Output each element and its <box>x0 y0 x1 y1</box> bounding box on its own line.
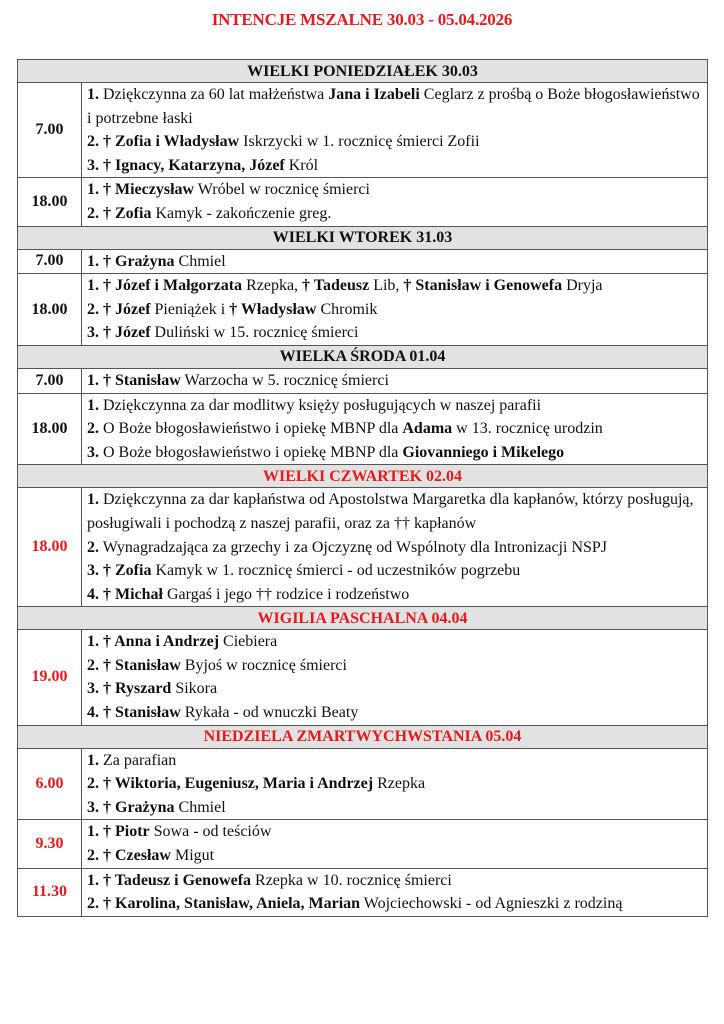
intention-item <box>87 369 701 393</box>
intention-item <box>87 749 701 773</box>
intention-bold-text: Czesław <box>115 847 171 865</box>
schedule-body <box>18 60 708 917</box>
intention-text: O Boże błogosławieństwo i opiekę MBNP dla <box>99 443 403 461</box>
mass-row <box>18 249 708 274</box>
intention-text: Kamyk - zakończenie greg. <box>151 204 332 222</box>
mass-time: 7.00 <box>18 368 82 393</box>
mass-intentions <box>82 820 708 868</box>
day-header: WIELKI PONIEDZIAŁEK 30.03 <box>18 60 708 83</box>
intention-text: Król <box>284 156 319 174</box>
intention-item <box>87 154 701 178</box>
mass-intentions-table <box>17 59 708 917</box>
intention-bold-text: 2. † <box>87 656 115 674</box>
intention-bold-text: Wiktoria, Eugeniusz, Maria i Andrzej <box>114 775 374 793</box>
intention-bold-text: 4. † <box>87 704 115 722</box>
intention-text: Chromik <box>316 300 378 318</box>
intention-text: Dryja <box>562 277 603 295</box>
mass-intentions <box>82 274 708 346</box>
intention-text: Chmiel <box>174 798 226 816</box>
intention-item <box>87 559 701 583</box>
intention-text: Sowa - od teściów <box>149 823 272 841</box>
intention-item <box>87 488 701 535</box>
intention-bold-text: Michał <box>115 585 163 603</box>
day-header: NIEDZIELA ZMARTWYCHWSTANIA 05.04 <box>18 725 708 748</box>
intention-text: Dziękczynna za dar kapłaństwa od Apostolstwa Margaretka dla kapłanów, którzy posługują, posługiwali i pochodzą z naszej parafii, oraz za †† kapłanów <box>87 491 694 532</box>
mass-time: 18.00 <box>18 488 82 607</box>
intention-bold-text: 2. † <box>87 775 115 793</box>
intention-bold-text: 3. † <box>87 562 115 580</box>
intention-bold-text: Zofia i Władysław <box>115 133 240 151</box>
intention-item <box>87 654 701 678</box>
intention-bold-text: 1. † <box>87 871 115 889</box>
intention-item <box>87 772 701 796</box>
intention-bold-text: Józef <box>115 324 151 342</box>
intention-text: Rzepka <box>373 775 426 793</box>
intention-bold-text: Piotr <box>115 823 150 841</box>
intention-text: Wynagradzająca za grzechy i za Ojczyznę od Wspólnoty dla Intronizacji NSPJ <box>99 538 608 556</box>
mass-row <box>18 820 708 868</box>
intention-text: Dziękczynna za 60 lat małżeństwa <box>99 86 329 103</box>
intention-text: Lib, <box>369 277 404 295</box>
mass-row <box>18 393 708 465</box>
intention-bold-text: Józef i Małgorzata <box>115 277 243 295</box>
intention-item <box>87 796 701 820</box>
intention-bold-text: 1. † <box>87 277 115 295</box>
mass-intentions <box>82 249 708 274</box>
intention-text: Ciebiera <box>219 633 278 651</box>
mass-row <box>18 368 708 393</box>
mass-intentions <box>82 178 708 226</box>
intention-item <box>87 83 701 130</box>
day-header-row <box>18 607 708 630</box>
mass-time: 18.00 <box>18 274 82 346</box>
intention-bold-text: Zofia <box>115 562 152 580</box>
intention-bold-text: 3. <box>87 443 99 461</box>
intention-text: Gargaś i jego †† rodzice i rodzeństwo <box>163 585 410 603</box>
mass-intentions <box>82 868 708 916</box>
intention-bold-text: 2. <box>87 538 99 556</box>
intention-bold-text: † Władysław <box>229 300 317 318</box>
day-header-row <box>18 345 708 368</box>
intention-item <box>87 202 701 226</box>
intention-text: Kamyk w 1. rocznicę śmierci - od uczestników pogrzebu <box>151 562 521 580</box>
intention-bold-text: 1. <box>87 396 99 414</box>
intention-bold-text: Mieczysław <box>115 181 195 199</box>
intention-text: Wróbel w rocznicę śmierci <box>194 181 370 199</box>
mass-row <box>18 748 708 820</box>
intention-bold-text: 1. † <box>87 371 115 389</box>
intention-item <box>87 869 701 893</box>
intention-bold-text: 3. † <box>87 680 115 698</box>
intention-item <box>87 321 701 345</box>
intention-item <box>87 677 701 701</box>
intention-bold-text: Anna i Andrzej <box>114 633 220 651</box>
day-header: WIELKA ŚRODA 01.04 <box>18 345 708 368</box>
intention-bold-text: 4. † <box>87 585 115 603</box>
page-title: INTENCJE MSZALNE 30.03 - 05.04.2026 <box>211 10 513 29</box>
intention-bold-text: 1. † <box>87 823 115 841</box>
intention-bold-text: † Tadeusz <box>302 277 370 295</box>
intention-item <box>87 844 701 868</box>
intention-bold-text: 2. † <box>87 133 115 151</box>
intention-item <box>87 892 701 916</box>
mass-time: 18.00 <box>18 178 82 226</box>
mass-row <box>18 488 708 607</box>
mass-intentions <box>82 630 708 725</box>
mass-time: 11.30 <box>18 868 82 916</box>
intention-bold-text: † Stanisław i Genowefa <box>403 277 563 295</box>
intention-bold-text: Józef <box>115 300 151 318</box>
mass-row <box>18 178 708 226</box>
intention-bold-text: 1. † <box>87 633 115 651</box>
mass-time: 9.30 <box>18 820 82 868</box>
intention-item <box>87 178 701 202</box>
intention-bold-text: Karolina, Stanisław, Aniela, Marian <box>115 895 361 913</box>
mass-time: 7.00 <box>18 249 82 274</box>
intention-bold-text: Ignacy, Katarzyna, Józef <box>115 156 285 174</box>
mass-time: 18.00 <box>18 393 82 465</box>
day-header: WIELKI WTOREK 31.03 <box>18 226 708 249</box>
intention-item <box>87 130 701 154</box>
mass-intentions <box>82 748 708 820</box>
intention-text: Warzocha w 5. rocznicę śmierci <box>180 371 389 389</box>
mass-intentions <box>82 393 708 465</box>
intention-text: Byjoś w rocznicę śmierci <box>180 656 347 674</box>
mass-intentions <box>82 83 708 178</box>
intention-item <box>87 820 701 844</box>
day-header-row <box>18 465 708 488</box>
intention-bold-text: 2. † <box>87 204 115 222</box>
mass-time: 7.00 <box>18 83 82 178</box>
day-header-row <box>18 60 708 83</box>
intention-bold-text: Jana i Izabeli <box>328 86 420 103</box>
intention-bold-text: 2. † <box>87 895 115 913</box>
intention-bold-text: 1. <box>87 491 99 509</box>
intention-bold-text: Grażyna <box>115 252 175 270</box>
intention-bold-text: Zofia <box>115 204 152 222</box>
day-header-row <box>18 725 708 748</box>
intention-text: Chmiel <box>174 252 226 270</box>
intention-item <box>87 583 701 607</box>
intention-item <box>87 394 701 418</box>
intention-text: Rykała - od wnuczki Beaty <box>180 704 359 722</box>
intention-bold-text: 3. † <box>87 324 115 342</box>
intention-item <box>87 274 701 298</box>
intention-bold-text: Adama <box>402 420 453 438</box>
intention-bold-text: Stanisław <box>115 704 181 722</box>
intention-item <box>87 630 701 654</box>
day-header-row <box>18 226 708 249</box>
intention-text: Wojciechowski - od Agnieszki z rodziną <box>360 895 623 913</box>
intention-bold-text: 1. <box>87 86 99 103</box>
intention-text: Rzepka w 10. rocznicę śmierci <box>251 871 452 889</box>
intention-text: Ceglarz z prośbą o Boże błogosławieństwo i potrzebne łaski <box>87 86 700 127</box>
intention-text: Dziękczynna za dar modlitwy księży posługujących w naszej parafii <box>99 396 542 414</box>
mass-time: 19.00 <box>18 630 82 725</box>
intention-bold-text: 1. † <box>87 252 115 270</box>
intention-bold-text: Giovanniego i Mikelego <box>402 443 565 461</box>
intention-bold-text: 1. † <box>87 181 115 199</box>
intention-text: O Boże błogosławieństwo i opiekę MBNP dla <box>99 420 403 438</box>
intention-bold-text: Ryszard <box>115 680 172 698</box>
mass-row <box>18 83 708 178</box>
intention-item <box>87 417 701 441</box>
intention-bold-text: 2. <box>87 420 99 438</box>
intention-bold-text: 3. † <box>87 156 115 174</box>
intention-item <box>87 298 701 322</box>
intention-bold-text: 2. † <box>87 300 115 318</box>
mass-row <box>18 274 708 346</box>
day-header: WIGILIA PASCHALNA 04.04 <box>18 607 708 630</box>
intention-bold-text: 2. † <box>87 847 115 865</box>
intention-item <box>87 536 701 560</box>
mass-intentions <box>82 488 708 607</box>
intention-item <box>87 701 701 725</box>
intention-bold-text: Tadeusz i Genowefa <box>114 871 252 889</box>
intention-item <box>87 441 701 465</box>
mass-intentions <box>82 368 708 393</box>
intention-text: Pieniążek i <box>150 300 230 318</box>
day-header: WIELKI CZWARTEK 02.04 <box>18 465 708 488</box>
intention-bold-text: Stanisław <box>115 371 181 389</box>
intention-text: Za parafian <box>99 751 177 769</box>
intention-bold-text: Stanisław <box>115 656 181 674</box>
mass-row <box>18 630 708 725</box>
intention-item <box>87 250 701 274</box>
intention-bold-text: 3. † <box>87 798 115 816</box>
intention-bold-text: 1. <box>87 751 99 769</box>
intention-text: Rzepka, <box>242 277 303 295</box>
intention-text: Iskrzycki w 1. rocznicę śmierci Zofii <box>239 133 480 151</box>
intention-text: Duliński w 15. rocznicę śmierci <box>150 324 359 342</box>
mass-time: 6.00 <box>18 748 82 820</box>
intention-text: Migut <box>170 847 215 865</box>
intention-bold-text: Grażyna <box>115 798 175 816</box>
intention-text: Sikora <box>171 680 218 698</box>
intention-text: w 13. rocznicę urodzin <box>452 420 603 438</box>
mass-row <box>18 868 708 916</box>
